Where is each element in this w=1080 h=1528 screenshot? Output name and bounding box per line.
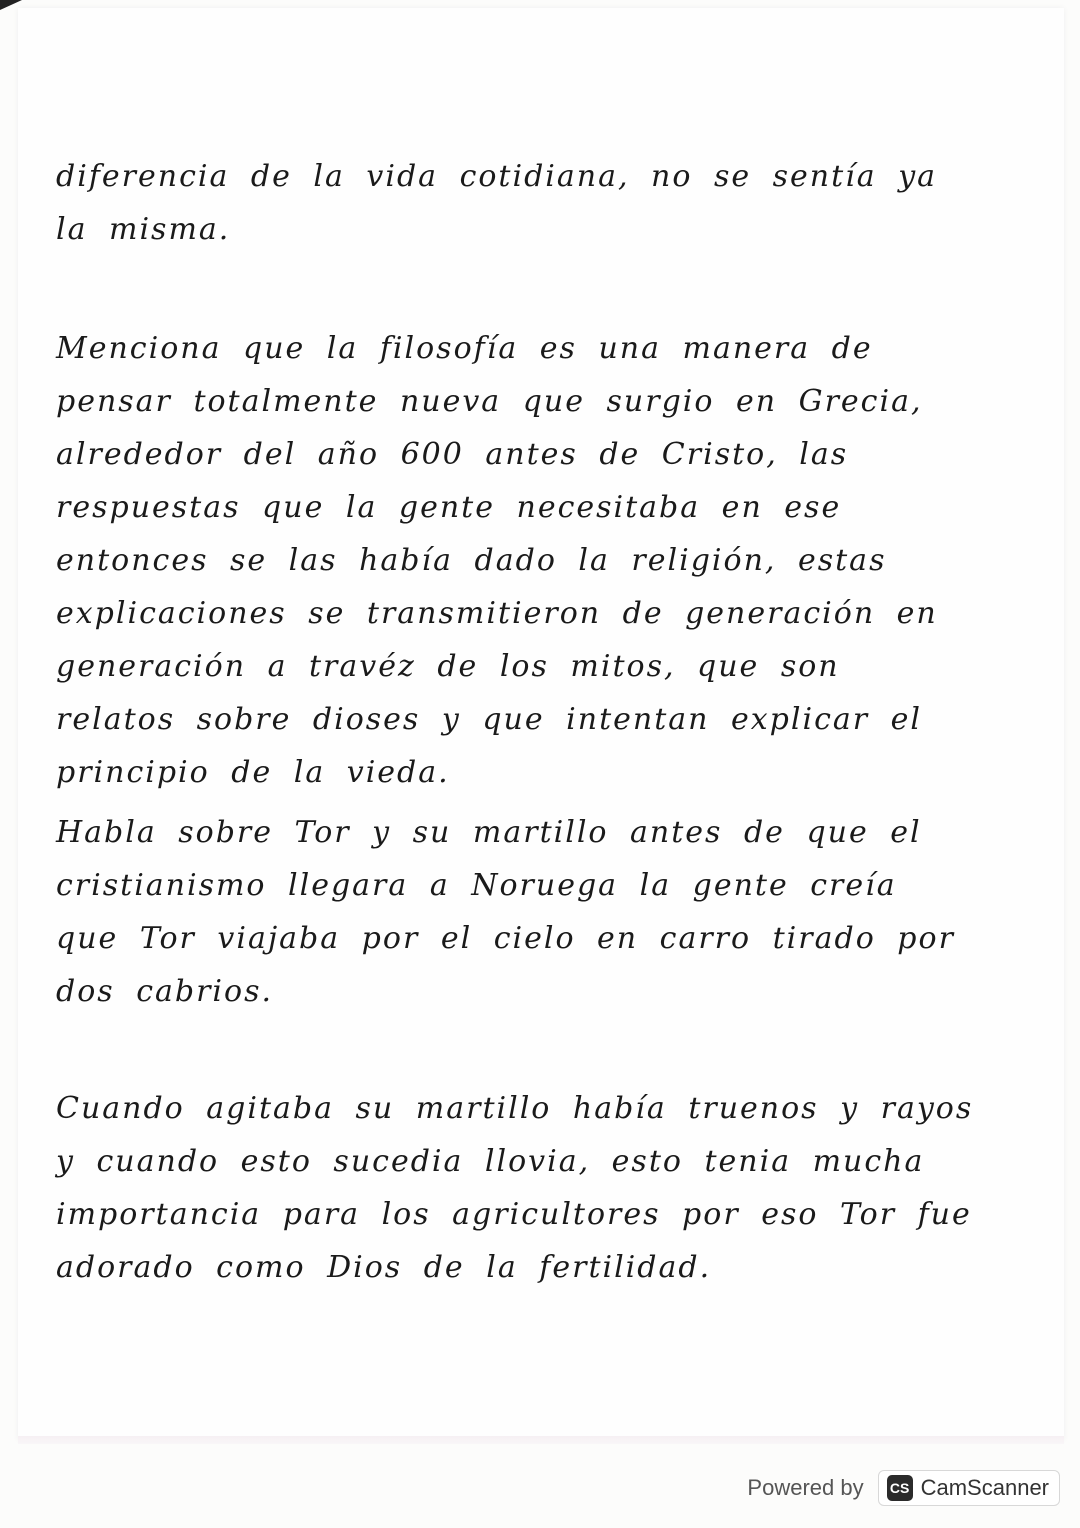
paragraph-3: Habla sobre Tor y su martillo antes de que el cristianismo llegara a Noruega la gente creía que Tor viajaba por el cielo en carro tirado por dos cabrios. (56, 815, 955, 1009)
camscanner-brand: CamScanner (920, 1475, 1049, 1500)
camscanner-watermark (747, 1466, 1060, 1510)
camscanner-logo-icon: CS (887, 1475, 913, 1501)
paragraph-1: diferencia de la vida cotidiana, no se sentía ya la misma. (56, 159, 938, 247)
paragraph-2: Menciona que la filosofía es una manera de pensar totalmente nueva que surgio en Grecia, alrededor del año 600 antes de Cristo, las respuestas que la gente necesitaba en ese entonces se las había dado la religión, estas explicaciones se transmitieron de generación en generación a travéz de los mitos, que son relatos sobre dioses y que intentan explicar el principio de la vieda. (56, 331, 938, 790)
camscanner-badge (878, 1470, 1060, 1506)
paper-edge (18, 1436, 1064, 1444)
powered-by-label: Powered by (747, 1475, 864, 1500)
paragraph-4: Cuando agitaba su martillo había truenos y rayos y cuando esto sucedia llovia, esto tenia mucha importancia para los agricultores por eso Tor fue adorado como Dios de la fertilidad. (56, 1091, 974, 1285)
